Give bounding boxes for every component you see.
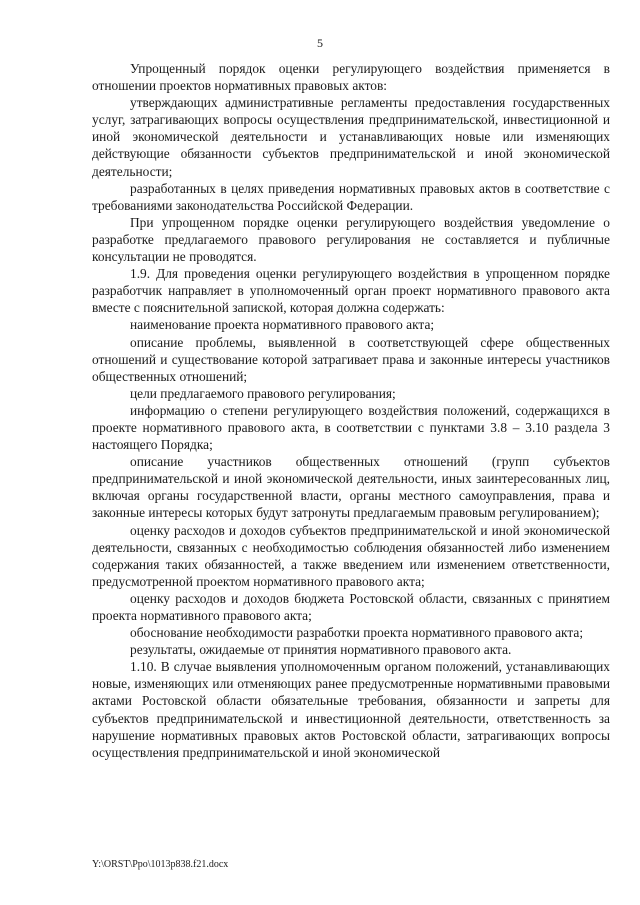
paragraph-item-goals: цели предлагаемого правового регулирования; xyxy=(130,385,396,401)
paragraph-1-9: 1.9. Для проведения оценки регулирующего воздействия в упрощенном порядке разработчик направляет в уполномоченный орган проект нормативного правового акта вместе с пояснительной запиской, которая должна содержать: xyxy=(92,266,610,316)
paragraph-intro: Упрощенный порядок оценки регулирующего воздействия применяется в отношении проектов нормативных правовых актов: xyxy=(92,61,610,94)
paragraph-item-budget-costs: оценку расходов и доходов бюджета Ростовской области, связанных с принятием проекта нормативного правового акта; xyxy=(92,590,610,623)
paragraph-item-federal-compliance: разработанных в целях приведения нормативных правовых актов в соответствие с требованиями законодательства Российской Федерации. xyxy=(92,180,610,213)
paragraph-item-title: наименование проекта нормативного правового акта; xyxy=(130,317,435,333)
paragraph-simplified-notice: При упрощенном порядке оценки регулирующего воздействия уведомление о разработке предлагаемого правового регулирования не составляется и публичные консультации не проводятся. xyxy=(92,214,610,265)
paragraph-item-impact-degree: информацию о степени регулирующего воздействия положений, содержащихся в проекте нормативного правового акта, в соответствии с пунктами 3.8 – 3.10 раздела 3 настоящего Порядка; xyxy=(92,402,610,453)
paragraph-item-results: результаты, ожидаемые от принятия нормативного правового акта. xyxy=(130,642,512,658)
document-body xyxy=(92,60,610,761)
paragraph-item-problem: описание проблемы, выявленной в соответствующей сфере общественных отношений и существование которой затрагивает права и законные интересы участников общественных отношений; xyxy=(92,334,610,384)
page-number: 5 xyxy=(317,36,323,50)
paragraph-item-participants: описание участников общественных отношений (групп субъектов предпринимательской и иной экономической деятельности, иных заинтересованных лиц, включая органы государственной власти, органы местного самоуправления, права и законные интересы которых будут затронуты предлагаемым правовым регулированием); xyxy=(92,454,610,521)
paragraph-item-regulations: утверждающих административные регламенты предоставления государственных услуг, затрагивающих вопросы осуществления предпринимательской, инвестиционной и иной экономической деятельности и устанавливающих новые или изменяющих действующие обязанности субъектов предпринимательской и иной экономической деятельности; xyxy=(92,95,610,179)
paragraph-1-10: 1.10. В случае выявления уполномоченным органом положений, устанавливающих новые, изменяющих или отменяющих ранее предусмотренные нормативными правовыми актами Ростовской области обязательные требования, обязанности и запреты для субъектов предпринимательской и инвестиционной деятельности, ответственность за нарушение нормативных правовых актов Ростовской области, затрагивающих вопросы осуществления предпринимательской и иной экономической xyxy=(92,659,610,760)
paragraph-item-justification: обоснование необходимости разработки проекта нормативного правового акта; xyxy=(130,625,584,641)
footer-file-path: Y:\ORST\Ppo\1013p838.f21.docx xyxy=(92,859,229,870)
paragraph-item-business-costs: оценку расходов и доходов субъектов предпринимательской и иной экономической деятельности, связанных с необходимостью соблюдения обязанностей либо изменением содержания таких обязанностей, а также введением или изменением ответственности, предусмотренной проектом нормативного правового акта; xyxy=(92,522,610,589)
